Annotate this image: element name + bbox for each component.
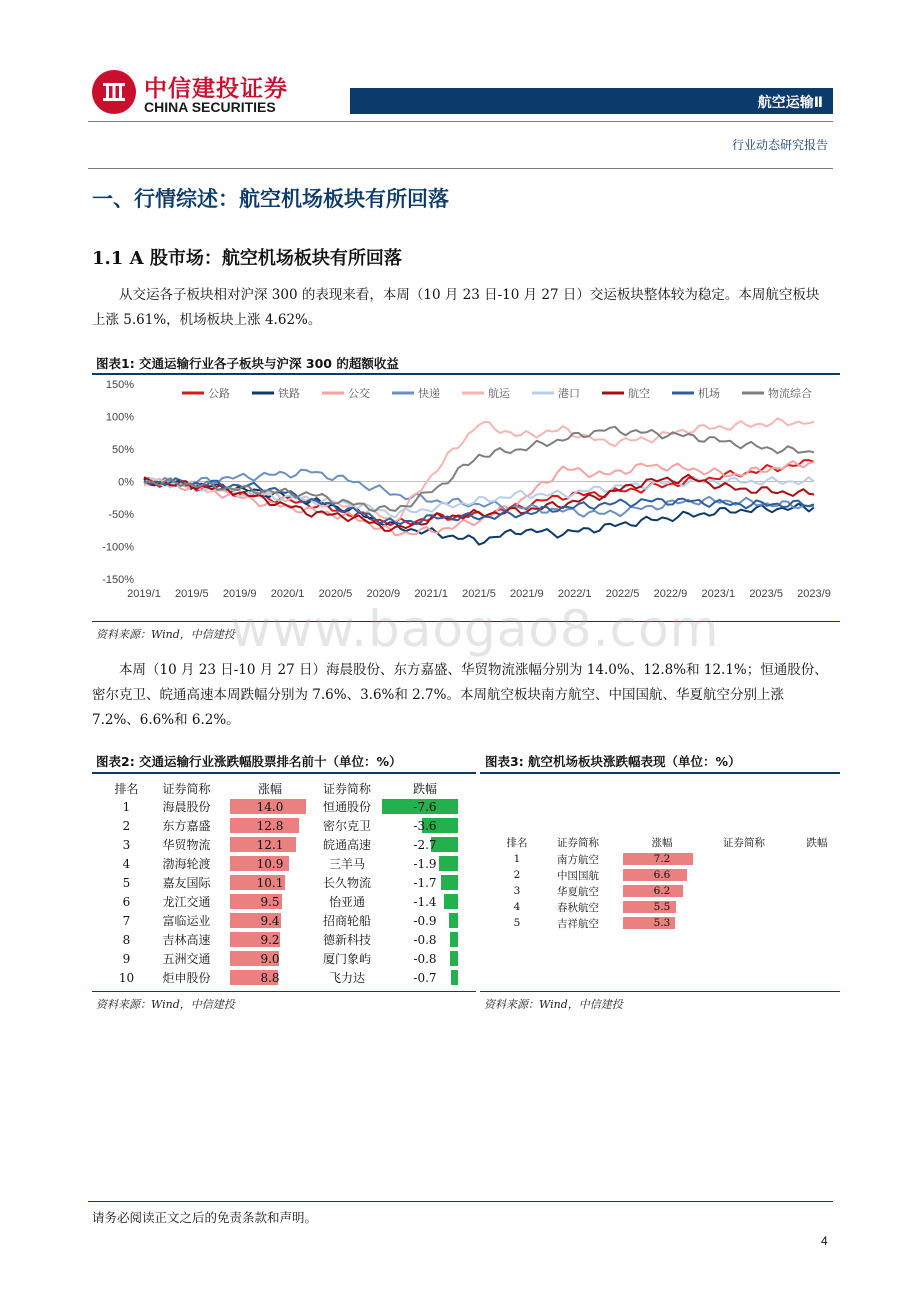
gainer-name: 南方航空 [557,853,599,866]
rank-cell: 4 [122,856,131,871]
gain-cell [228,873,312,892]
x-tick-label: 2021/9 [510,588,544,600]
y-tick-label: -150% [102,574,134,586]
x-tick-label: 2021/1 [414,588,448,600]
loss-cell-value: -2.7 [413,837,437,852]
loss-cell-bar [441,875,458,890]
gain-cell-value: 7.2 [653,853,671,865]
y-tick-label: 0% [118,476,134,489]
x-tick-label: 2019/1 [127,588,161,600]
empty-cell [703,851,785,867]
table-row [499,867,849,883]
empty-cell [785,867,849,883]
y-tick-label: 150% [105,379,134,391]
rank-cell: 4 [513,901,521,913]
figure2-title: 图表2: 交通运输行业涨跌幅股票排名前十（单位：%） [96,754,402,769]
x-tick-label: 2022/9 [653,588,688,600]
loss-cell-value: -0.8 [413,932,437,947]
subsection-heading: 1.1 A 股市场：航空机场板块有所回落 [92,248,402,269]
gain-cell [228,930,312,949]
legend-label: 机场 [698,387,720,400]
gain-cell [228,949,312,968]
empty-cell [785,899,849,915]
gain-cell [228,797,312,816]
gain-cell-bar [623,885,683,897]
loss-cell [382,816,468,835]
empty-cell [703,899,785,915]
gainer-name: 渤海轮渡 [162,857,211,871]
gainer-name: 中国国航 [557,869,599,882]
rank-cell: 6 [122,894,131,909]
sector-label: 航空运输Ⅱ [757,95,823,111]
loser-name: 德新科技 [322,933,371,947]
figure1-source: 资料来源：Wind，中信建投 [96,628,235,641]
gain-cell [621,883,703,899]
loss-cell [382,949,468,968]
gainer-name: 海晨股份 [162,800,211,814]
logo-english-name: CHINA SECURITIES [144,99,276,115]
table-row [499,851,849,867]
empty-cell [703,915,785,931]
loser-name: 恒通股份 [322,800,371,814]
header-divider [88,121,833,122]
gain-cell [228,816,312,835]
loser-name: 密尔克卫 [322,819,371,833]
gain-cell-value: 9.2 [260,932,280,947]
loser-name: 长久物流 [322,876,371,890]
col-rank: 排名 [506,837,528,849]
gain-cell [621,851,703,867]
gainer-name: 华贸物流 [162,838,211,852]
col-down-name: 证券简称 [723,837,765,849]
figure2-bottom-rule [92,991,476,992]
report-type-label: 行业动态研究报告 [731,138,828,152]
disclaimer-note: 请务必阅读正文之后的免责条款和声明。 [92,1210,318,1225]
loss-cell [382,911,468,930]
loss-cell [382,892,468,911]
x-tick-label: 2022/1 [557,588,592,600]
col-down-pct: 跌幅 [412,781,437,796]
loss-cell [382,854,468,873]
x-tick-label: 2023/5 [749,588,783,600]
paragraph-weekly: 本周（10 月 23 日-10 月 27 日）海晨股份、东方嘉盛、华贸物流涨幅分别为 14.0%、12.8%和 12.1%；恒通股份、密尔克卫、皖通高速本周跌幅分别为 7.6%、3.6%和 2.7%。本周航空板块南方航空、中国国航、华夏航空分别上涨 7.2%、6.6%和 6.2%。 [92,662,828,728]
rank-cell: 2 [513,869,521,881]
col-up-pct: 涨幅 [257,781,282,796]
figure2-source: 资料来源：Wind，中信建投 [96,998,235,1011]
x-tick-label: 2020/9 [366,588,401,600]
gain-cell-value: 5.5 [653,901,671,913]
empty-cell [703,867,785,883]
legend-label: 航空 [628,387,650,400]
rank-cell: 8 [122,932,131,947]
table-row [499,883,849,899]
legend-label: 铁路 [278,387,300,400]
rank-cell: 9 [122,951,131,966]
table-row [499,899,849,915]
figure3-source: 资料来源：Wind，中信建投 [484,998,623,1011]
table-row [108,797,468,816]
paragraph-intro: 从交运各子板块相对沪深 300 的表现来看，本周（10 月 23 日-10 月 27 日）交运板块整体较为稳定。本周航空板块上涨 5.61%，机场板块上涨 4.62%。 [92,287,820,328]
table-row [108,816,468,835]
gainer-name: 富临运业 [162,914,211,928]
gain-cell-value: 6.6 [653,869,671,881]
loss-cell-value: -1.7 [413,875,437,890]
y-tick-label: -50% [108,509,134,521]
col-up-pct: 涨幅 [651,837,673,849]
loss-cell-value: -0.8 [413,951,437,966]
gain-cell [621,899,703,915]
x-tick-label: 2023/9 [797,588,831,600]
legend-label: 航运 [488,387,510,400]
sector-banner [350,88,833,114]
company-logo-icon [92,70,136,114]
loss-cell-bar [439,856,458,871]
y-tick-label: 100% [105,411,134,424]
table-row [108,930,468,949]
x-tick-label: 2020/5 [318,588,353,600]
gain-cell [621,867,703,883]
figure3-title: 图表3: 航空机场板块涨跌幅表现（单位：%） [485,754,741,769]
loss-cell-value: -0.7 [413,970,437,985]
logo-chinese-name: 中信建投证券 [144,76,288,102]
gainer-name: 龙江交通 [162,895,211,909]
gainer-name: 炬申股份 [162,971,211,985]
loss-cell-bar [450,951,458,966]
loss-cell-value: -1.4 [413,894,437,909]
figure1-title: 图表1: 交通运输行业各子板块与沪深 300 的超额收益 [96,356,399,371]
figure2-top-rule [92,772,476,774]
empty-cell [703,883,785,899]
rank-cell: 5 [513,917,521,929]
gain-cell-value: 10.9 [256,856,284,871]
loss-cell-value: -7.6 [413,799,437,814]
gain-cell-value: 14.0 [256,799,284,814]
table-row [499,915,849,931]
legend-label: 快递 [418,387,440,400]
loser-name: 皖通高速 [322,838,371,852]
gain-cell [621,915,703,931]
loss-cell [382,835,468,854]
gain-cell-value: 9.5 [260,894,280,909]
legend-label: 物流综合 [768,387,812,400]
x-tick-label: 2019/5 [175,588,209,600]
table-row [108,911,468,930]
airline-performance-table [499,834,849,931]
section-heading: 一、行情综述：航空机场板块有所回落 [92,187,449,211]
loser-name: 招商轮船 [322,914,371,928]
gainer-name: 吉林高速 [162,933,211,947]
table-row [108,892,468,911]
loss-cell-value: -3.6 [413,818,437,833]
excess-return-line-chart [92,376,840,620]
gain-cell-value: 10.1 [256,875,284,890]
legend-label: 公交 [348,387,370,400]
header-divider-lower [88,168,833,169]
table-row [108,854,468,873]
x-tick-label: 2019/9 [222,588,257,600]
figure1-top-rule [92,373,840,375]
loser-name: 怡亚通 [328,895,365,909]
empty-cell [785,883,849,899]
loss-cell-value: -1.9 [413,856,437,871]
loser-name: 飞力达 [328,971,365,985]
rank-cell: 3 [122,837,131,852]
gain-cell-value: 6.2 [653,885,671,897]
gain-cell [228,854,312,873]
gain-cell-value: 9.4 [260,913,280,928]
gain-cell [228,911,312,930]
rank-cell: 3 [513,885,521,897]
loss-cell [382,930,468,949]
rank-cell: 2 [122,818,131,833]
gainer-name: 东方嘉盛 [162,819,211,833]
gain-cell-value: 8.8 [260,970,280,985]
rank-cell: 1 [122,799,131,814]
loser-name: 三羊马 [328,857,365,871]
gainer-name: 华夏航空 [557,885,599,898]
rank-cell: 7 [122,913,131,928]
legend-label: 公路 [208,387,230,400]
gain-cell [228,835,312,854]
x-tick-label: 2020/1 [270,588,305,600]
rank-cell: 1 [513,853,521,865]
gain-cell [228,968,312,987]
gain-cell-value: 9.0 [260,951,280,966]
loss-cell [382,968,468,987]
gainer-name: 吉祥航空 [557,917,599,930]
x-tick-label: 2021/5 [462,588,496,600]
gain-cell [228,892,312,911]
col-up-name: 证券简称 [557,837,599,849]
loss-cell-value: -0.9 [413,913,437,928]
loss-cell [382,873,468,892]
top-movers-table [108,779,468,987]
figure3-top-rule [480,772,840,774]
gain-cell-value: 12.8 [256,818,284,833]
table-row [108,835,468,854]
x-tick-label: 2022/5 [605,588,640,600]
gain-cell-value: 12.1 [256,837,284,852]
y-tick-label: -100% [102,541,134,554]
loss-cell-bar [450,932,458,947]
rank-cell: 10 [118,970,135,985]
table-row [108,873,468,892]
col-down-name: 证券简称 [322,781,371,796]
table-row [108,949,468,968]
x-tick-label: 2023/1 [701,588,736,600]
loss-cell-bar [451,970,458,985]
empty-cell [785,915,849,931]
loss-cell-bar [444,894,458,909]
empty-cell [785,851,849,867]
gainer-name: 五洲交通 [162,952,211,966]
footer-divider [88,1201,833,1202]
legend-label: 港口 [558,387,580,400]
gainer-name: 嘉友国际 [162,876,211,890]
loss-cell [382,797,468,816]
y-tick-label: 50% [111,444,134,456]
table-row [108,968,468,987]
gainer-name: 春秋航空 [557,901,599,914]
figure3-bottom-rule [480,991,840,992]
loser-name: 厦门象屿 [322,952,371,966]
series-line-7 [144,478,814,524]
loss-cell-bar [449,913,458,928]
watermark: www.baogao8.com [230,600,720,658]
col-rank: 排名 [114,781,139,796]
gain-cell-value: 5.3 [653,917,671,929]
page-number: 4 [821,1234,828,1248]
col-down-pct: 跌幅 [806,837,828,849]
rank-cell: 5 [122,875,131,890]
col-up-name: 证券简称 [162,781,211,796]
